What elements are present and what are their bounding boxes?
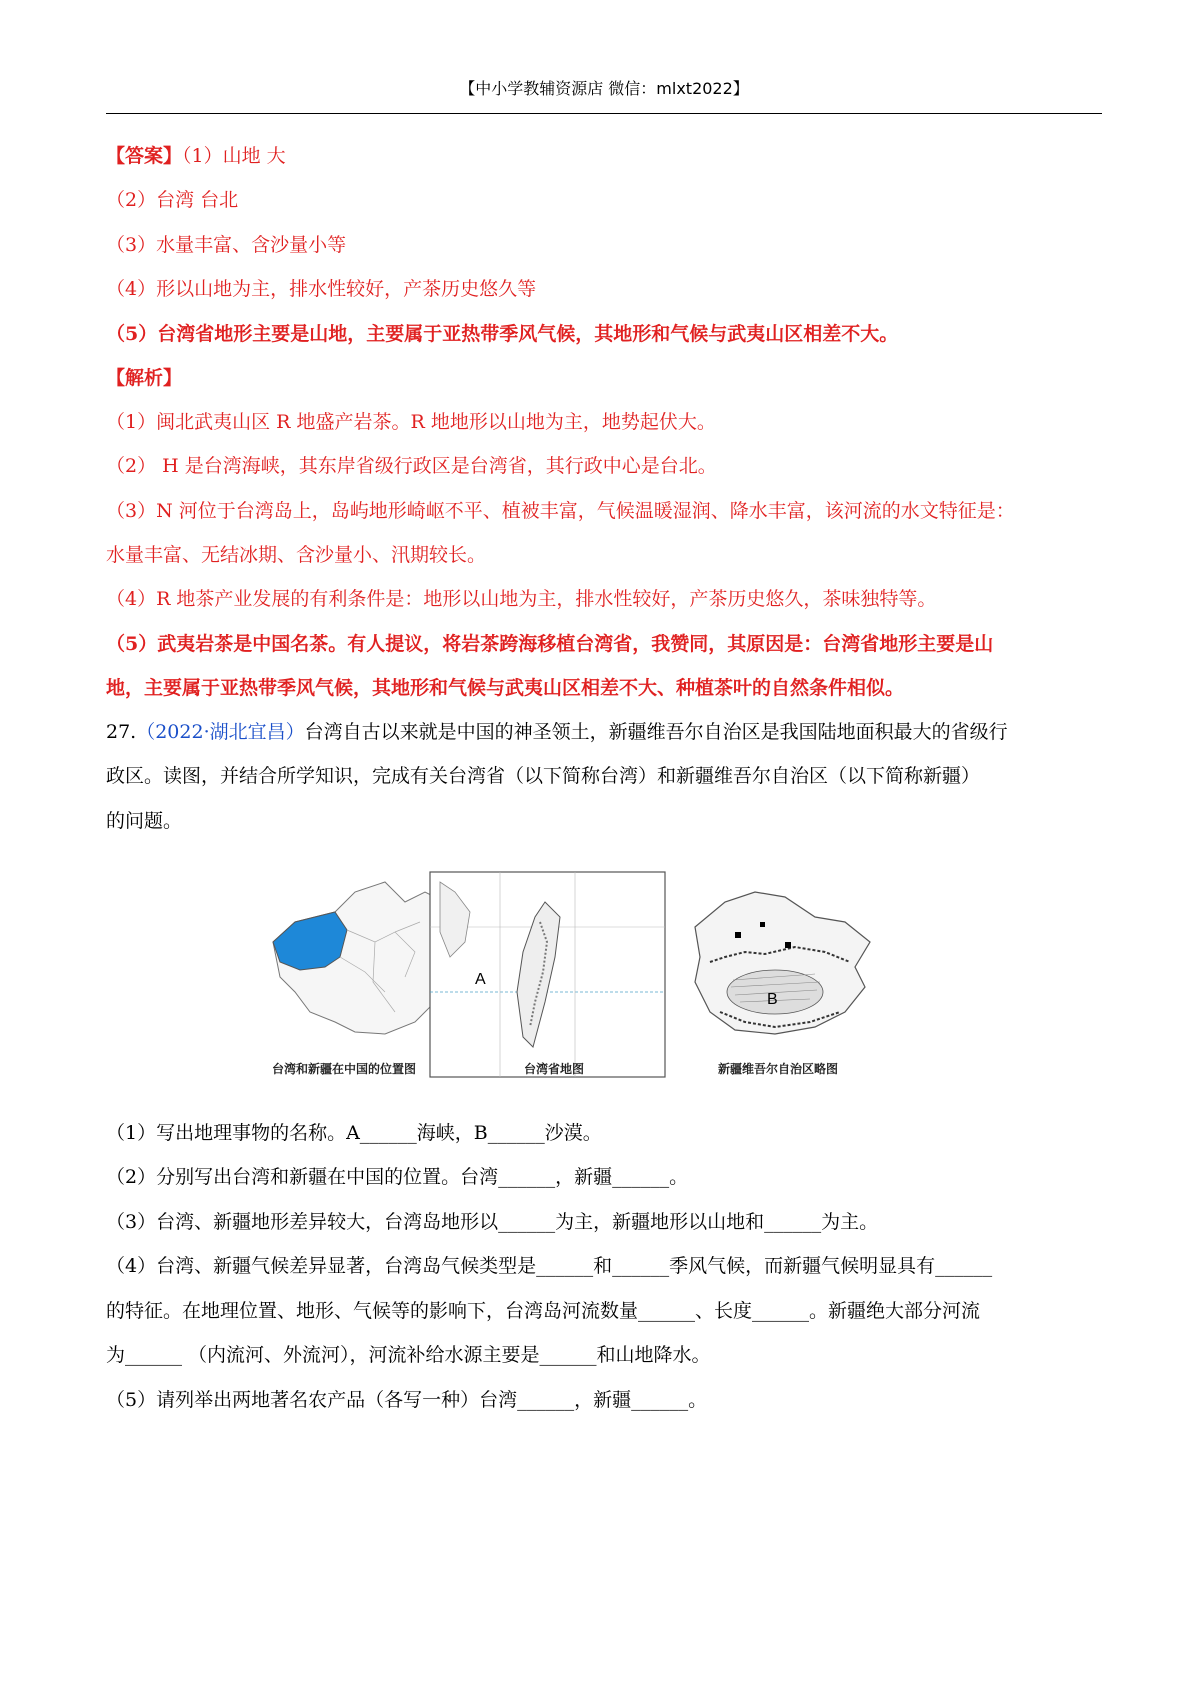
caption-taiwan-map: 台湾省地图 xyxy=(524,1062,585,1076)
subquestion-4a: （4）台湾、新疆气候差异显著，台湾岛气候类型是______和______季风气候，而新疆气候明显具有______ xyxy=(106,1255,993,1277)
analysis-line-1: （1）闽北武夷山区 R 地盛产岩茶。R 地地形以山地为主，地势起伏大。 xyxy=(106,411,716,433)
question-intro-line-3: 的问题。 xyxy=(106,810,183,832)
subquestion-5: （5）请列举出两地著名农产品（各写一种）台湾______，新疆______。 xyxy=(106,1389,708,1411)
answer-line-4: （4）形以山地为主，排水性较好，产茶历史悠久等 xyxy=(106,278,537,300)
answer-line-1 xyxy=(106,142,1102,170)
answer-text-1: （1）山地 大 xyxy=(182,145,286,167)
analysis-line-4: （4）R 地茶产业发展的有利条件是：地形以山地为主，排水性较好，产茶历史悠久，茶味独特等。 xyxy=(106,588,937,610)
analysis-line-3a: （3）N 河位于台湾岛上，岛屿地形崎岖不平、植被丰富，气候温暖湿润、降水丰富，该河流的水文特征是： xyxy=(106,500,1015,522)
analysis-line-5a: （5）武夷岩茶是中国名茶。有人提议，将岩茶跨海移植台湾省，我赞同，其原因是：台湾省地形主要是山 xyxy=(106,633,994,655)
xinjiang-map xyxy=(695,892,870,1034)
question-intro-line-2: 政区。读图，并结合所学知识，完成有关台湾省（以下简称台湾）和新疆维吾尔自治区（以下简称新疆） xyxy=(106,765,981,787)
subquestion-1: （1）写出地理事物的名称。A______海峡，B______沙漠。 xyxy=(106,1122,602,1144)
question-source: （2022·湖北宜昌） xyxy=(136,721,305,743)
answer-line-5: （5）台湾省地形主要是山地，主要属于亚热带季风气候，其地形和气候与武夷山区相差不大。 xyxy=(106,323,899,345)
answer-tag: 【答案】 xyxy=(106,145,183,167)
question-intro-line-1 xyxy=(106,718,1102,746)
answer-line-3: （3）水量丰富、含沙量小等 xyxy=(106,234,347,256)
subquestion-2: （2）分别写出台湾和新疆在中国的位置。台湾______，新疆______。 xyxy=(106,1166,689,1188)
question-number: 27. xyxy=(106,721,137,743)
analysis-tag: 【解析】 xyxy=(106,367,183,389)
header-divider xyxy=(106,113,1102,114)
subquestion-4c: 为______ （内流河、外流河），河流补给水源主要是______和山地降水。 xyxy=(106,1344,711,1366)
label-a: A xyxy=(475,971,486,988)
analysis-line-5b: 地，主要属于亚热带季风气候，其地形和气候与武夷山区相差不大、种植茶叶的自然条件相似。 xyxy=(106,677,905,699)
subquestion-3: （3）台湾、新疆地形差异较大，台湾岛地形以______为主，新疆地形以山地和______为主。 xyxy=(106,1211,879,1233)
caption-xinjiang-map: 新疆维吾尔自治区略图 xyxy=(718,1062,839,1076)
page-header: 【中小学教辅资源店 微信：mlxt2022】 xyxy=(459,79,749,98)
caption-location-map: 台湾和新疆在中国的位置图 xyxy=(272,1062,417,1076)
subquestion-4b: 的特征。在地理位置、地形、气候等的影响下，台湾岛河流数量______、长度______。新疆绝大部分河流 xyxy=(106,1300,981,1322)
china-map xyxy=(273,882,455,1034)
analysis-line-3b: 水量丰富、无结冰期、含沙量小、汛期较长。 xyxy=(106,544,487,566)
label-b: B xyxy=(767,991,778,1008)
analysis-line-2: （2） H 是台湾海峡，其东岸省级行政区是台湾省，其行政中心是台北。 xyxy=(106,455,717,477)
answer-line-2: （2）台湾 台北 xyxy=(106,189,239,211)
taiwan-map xyxy=(430,872,665,1077)
question-intro-a: 台湾自古以来就是中国的神圣领土，新疆维吾尔自治区是我国陆地面积最大的省级行 xyxy=(304,721,1008,743)
